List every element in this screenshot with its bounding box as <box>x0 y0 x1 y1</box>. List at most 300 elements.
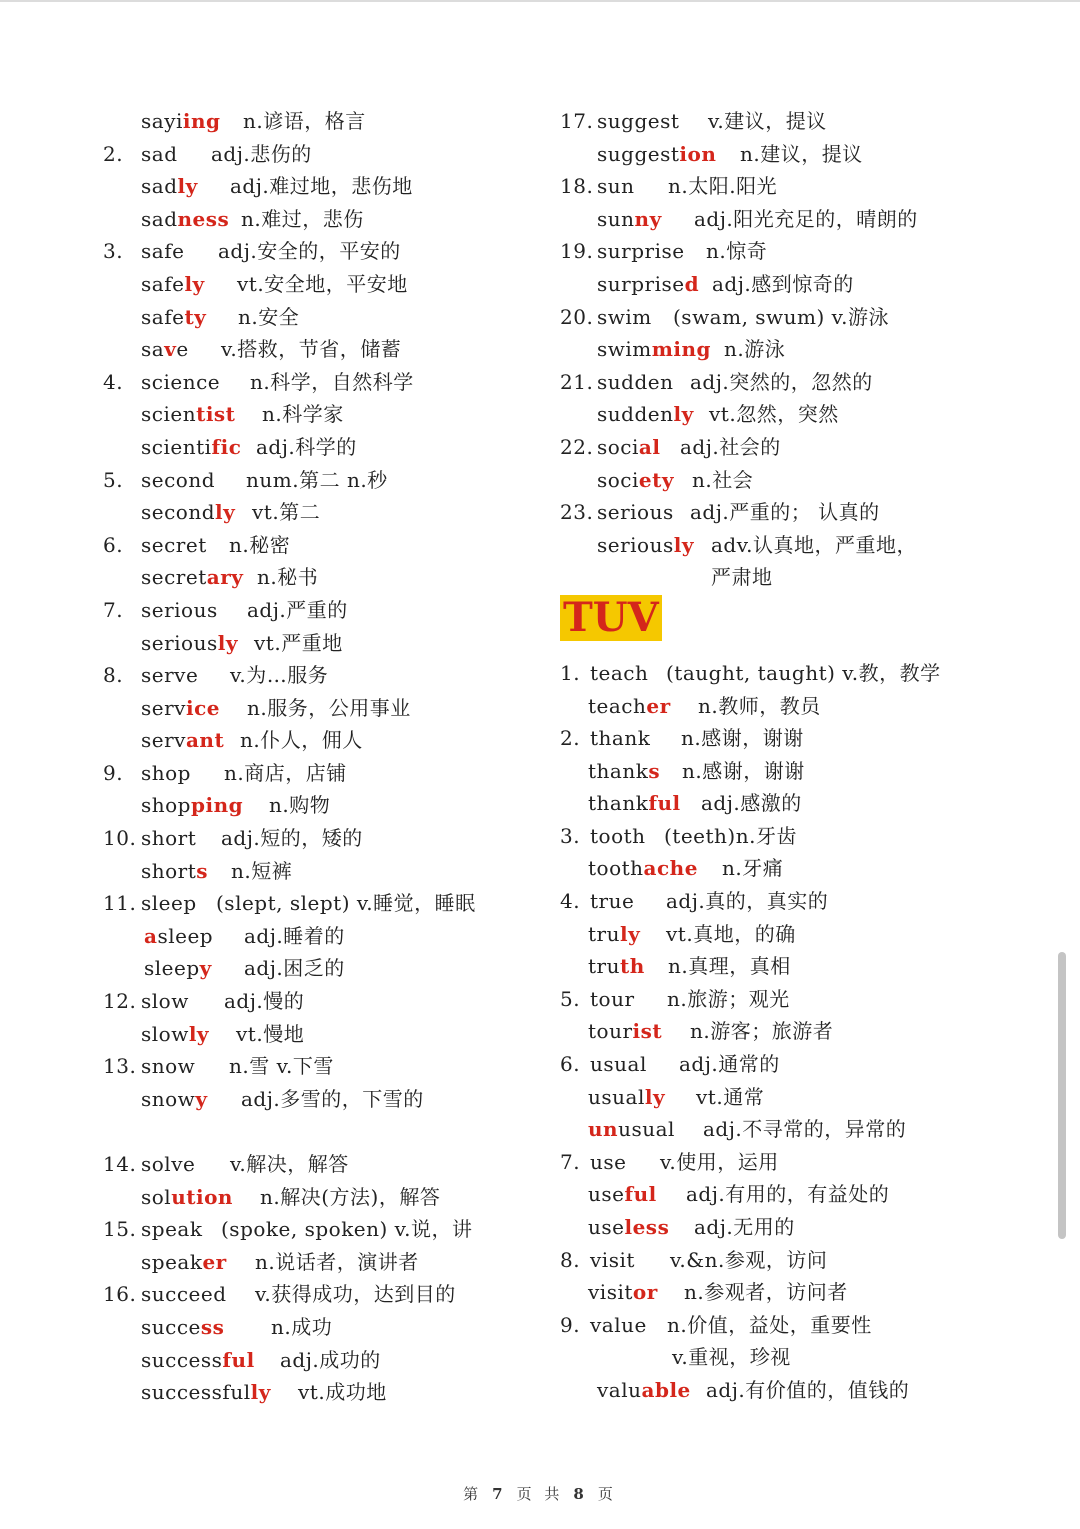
entry-word <box>597 464 674 497</box>
entry-number: 11. <box>103 891 137 916</box>
entry-definition: (spoke, spoken) v.说，讲 <box>221 1217 473 1242</box>
entry-word <box>141 724 224 757</box>
vocab-entry <box>103 203 553 236</box>
word-stem: sad <box>141 206 178 231</box>
word-stem: scienti <box>141 434 212 459</box>
word-stem: usual <box>618 1117 675 1142</box>
entry-word <box>597 268 699 301</box>
entry-definition: v.建议，提议 <box>708 109 827 133</box>
word-affix-highlight: un <box>588 1117 619 1142</box>
entry-definition: n.牙痛 <box>722 856 784 881</box>
word-stem: short <box>141 826 197 851</box>
vocab-entry <box>560 1244 1060 1277</box>
entry-number: 7. <box>560 1149 581 1174</box>
word-stem: true <box>590 889 635 914</box>
entry-definition: num.第二 n.秒 <box>246 467 388 492</box>
word-stem: use <box>588 1182 625 1207</box>
vocab-entry <box>103 235 553 268</box>
vocab-entry <box>103 105 553 138</box>
word-affix-highlight: y <box>195 1086 208 1111</box>
word-affix-highlight: ant <box>185 728 225 753</box>
word-stem: successful <box>141 1380 251 1405</box>
entry-definition: n.感谢，谢谢 <box>682 758 805 783</box>
entry-word <box>590 722 650 755</box>
word-stem: scien <box>141 402 197 427</box>
entry-word <box>597 366 673 399</box>
vocab-entry <box>560 235 1060 268</box>
vocab-entry <box>103 1148 553 1181</box>
word-affix-highlight: v <box>164 337 177 362</box>
entry-word <box>597 1374 691 1407</box>
entry-number: 4. <box>560 889 581 914</box>
word-stem: sudden <box>597 369 674 394</box>
vocab-entry <box>103 1213 553 1246</box>
s-words-continued <box>560 105 1060 594</box>
entry-number: 8. <box>103 663 124 688</box>
vocab-entry <box>560 722 1060 755</box>
page-footer <box>0 1483 1080 1504</box>
footer-page-number: 7 <box>492 1485 507 1503</box>
vocab-entry <box>103 594 553 627</box>
entry-definition: (teeth)n.牙齿 <box>664 823 797 848</box>
entry-number: 3. <box>560 823 581 848</box>
entry-definition: vt.第二 <box>252 500 321 525</box>
entry-definition: adj.感到惊奇的 <box>712 271 854 296</box>
entry-word <box>141 1376 271 1409</box>
vocab-entry <box>560 690 1060 723</box>
footer-suffix: 页 <box>597 1485 617 1503</box>
entry-word <box>588 1081 665 1114</box>
vocab-entry <box>560 885 1060 918</box>
footer-middle: 页 共 <box>516 1485 564 1503</box>
right-column <box>560 105 1060 1407</box>
entry-number: 9. <box>103 760 124 785</box>
vocab-entry <box>103 301 553 334</box>
word-affix-highlight: ly <box>250 1380 271 1405</box>
vocab-entry <box>560 105 1060 138</box>
word-stem: slow <box>141 989 189 1014</box>
word-affix-highlight: ly <box>673 402 694 427</box>
entry-number: 2. <box>560 726 581 751</box>
word-stem: tour <box>590 986 635 1011</box>
entry-definition: adj.通常的 <box>679 1052 780 1077</box>
entry-definition: n.科学家 <box>262 402 344 427</box>
vocab-entry <box>103 627 553 660</box>
entry-word <box>597 333 711 366</box>
word-stem: tooth <box>590 823 646 848</box>
word-stem: safe <box>141 271 185 296</box>
word-affix-highlight: ety <box>638 467 674 492</box>
entry-word <box>141 529 207 562</box>
word-affix-highlight: less <box>624 1215 670 1239</box>
word-stem: sad <box>141 174 178 199</box>
entry-definition: n.秘书 <box>257 565 319 590</box>
word-stem: sleep <box>141 891 197 916</box>
footer-total-pages: 8 <box>573 1485 588 1503</box>
vocab-entry <box>103 1050 553 1083</box>
entry-word <box>141 594 218 627</box>
entry-definition: n.购物 <box>269 793 331 818</box>
vocab-entry <box>103 985 553 1018</box>
vocab-entry <box>560 657 1060 690</box>
entry-number: 5. <box>560 986 581 1011</box>
word-stem: thank <box>588 791 649 816</box>
word-affix-highlight: ly <box>188 1021 210 1046</box>
entry-definition: n.解决(方法)，解答 <box>260 1184 441 1209</box>
entry-word <box>590 885 634 918</box>
entry-word <box>141 1018 209 1051</box>
vocab-entry <box>560 852 1060 885</box>
word-affix-highlight: ice <box>185 695 220 720</box>
word-stem: shop <box>141 793 191 818</box>
footer-prefix: 第 <box>463 1485 483 1503</box>
vocab-entry <box>103 1246 553 1279</box>
word-stem: second <box>141 500 216 525</box>
entry-word <box>141 1148 195 1181</box>
vocab-entry <box>560 496 1060 529</box>
entry-definition: adj.有价值的，值钱的 <box>706 1377 910 1402</box>
entry-number: 19. <box>560 239 594 264</box>
entry-definition: vt.成功地 <box>298 1380 387 1405</box>
entry-number: 4. <box>103 369 124 394</box>
entry-word <box>141 659 198 692</box>
word-affix-highlight: s <box>648 758 661 783</box>
word-stem: use <box>590 1149 627 1174</box>
entry-definition: 严肃地 <box>711 565 773 590</box>
word-affix-highlight: tist <box>196 402 236 427</box>
entry-definition: adj.难过地，悲伤地 <box>230 174 413 199</box>
vocab-entry <box>560 464 1060 497</box>
entry-definition: n.社会 <box>692 467 754 492</box>
word-affix-highlight: s <box>196 858 209 883</box>
entry-word <box>141 235 184 268</box>
entry-word <box>588 918 640 951</box>
vocab-entry <box>560 170 1060 203</box>
vocab-entry <box>560 1276 1060 1309</box>
word-stem: soci <box>597 434 639 459</box>
entry-definition: adj.严重的 <box>247 597 348 622</box>
word-stem: valu <box>597 1377 642 1402</box>
entry-word <box>588 852 698 885</box>
vocab-entry <box>103 952 553 985</box>
entry-number: 20. <box>560 304 594 329</box>
entry-word <box>141 757 191 790</box>
word-affix-highlight: ly <box>215 500 236 525</box>
word-affix-highlight: ly <box>619 921 641 946</box>
vocab-entry <box>560 1211 1060 1244</box>
word-affix-highlight: ache <box>643 856 698 881</box>
entry-definition: n.参观者，访问者 <box>684 1280 848 1305</box>
word-stem: sudden <box>597 402 674 427</box>
entry-definition: n.说话者，演讲者 <box>255 1249 419 1274</box>
entry-definition: adj.睡着的 <box>244 923 345 948</box>
word-stem: swim <box>597 337 652 362</box>
entry-definition: adj.不寻常的，异常的 <box>703 1117 907 1142</box>
entry-word <box>588 1113 675 1146</box>
vocab-entry <box>103 855 553 888</box>
word-stem: e <box>176 337 189 362</box>
word-stem: visit <box>588 1280 633 1305</box>
entry-definition: (taught, taught) v.教，教学 <box>666 660 941 685</box>
entry-word <box>141 627 238 660</box>
entry-definition: adj.短的，矮的 <box>221 826 363 851</box>
vocab-entry <box>560 203 1060 236</box>
word-affix-highlight: or <box>632 1280 658 1305</box>
word-stem: speak <box>141 1217 203 1242</box>
vocab-entry <box>560 755 1060 788</box>
word-stem: serv <box>141 728 186 753</box>
word-affix-highlight: a <box>144 923 158 948</box>
tuv-words <box>560 657 1060 1407</box>
word-affix-highlight: ty <box>184 304 207 329</box>
word-affix-highlight: ful <box>648 791 681 816</box>
vocab-entry <box>103 1344 553 1377</box>
word-stem: snow <box>141 1054 196 1079</box>
vocab-entry <box>560 1081 1060 1114</box>
vocab-entry <box>560 1113 1060 1146</box>
word-stem: sol <box>141 1184 172 1209</box>
word-stem: serious <box>597 532 674 557</box>
word-stem: teach <box>590 660 649 685</box>
word-stem: sun <box>597 174 635 199</box>
entry-definition: n.秘密 <box>229 532 291 557</box>
vocab-entry <box>560 950 1060 983</box>
word-stem: success <box>141 1347 223 1372</box>
entry-word <box>590 657 648 690</box>
word-stem: sa <box>141 337 165 362</box>
entry-word <box>141 301 206 334</box>
entry-word <box>590 983 635 1016</box>
entry-definition: n.难过，悲伤 <box>241 206 364 231</box>
entry-definition: vt.慢地 <box>236 1021 305 1046</box>
word-stem: slow <box>141 1021 189 1046</box>
vocab-entry <box>560 1374 1060 1407</box>
vocab-entry <box>560 983 1060 1016</box>
word-stem: serve <box>141 663 199 688</box>
word-stem: science <box>141 369 221 394</box>
entry-definition: adj.阳光充足的，晴朗的 <box>694 206 918 231</box>
word-stem: safe <box>141 304 185 329</box>
word-stem: value <box>590 1312 647 1337</box>
entry-word <box>597 170 635 203</box>
entry-definition: n.服务，公用事业 <box>247 695 411 720</box>
word-stem: usual <box>588 1084 645 1109</box>
entry-number: 17. <box>560 109 594 133</box>
top-border <box>0 0 1080 2</box>
vocab-entry <box>103 724 553 757</box>
word-stem: snow <box>141 1086 196 1111</box>
word-affix-highlight: ss <box>200 1314 225 1339</box>
entry-word <box>141 268 205 301</box>
entry-number: 12. <box>103 989 137 1014</box>
entry-number: 23. <box>560 500 594 525</box>
entry-number: 21. <box>560 369 594 394</box>
entry-definition: adj.安全的，平安的 <box>218 239 401 264</box>
word-stem: swim <box>597 304 652 329</box>
vocab-entry <box>560 820 1060 853</box>
word-affix-highlight: y <box>199 956 212 981</box>
vocab-entry <box>103 464 553 497</box>
vocab-entry <box>103 1311 553 1344</box>
word-stem: serious <box>141 630 218 655</box>
word-stem: tour <box>588 1019 633 1044</box>
entry-definition: v.使用，运用 <box>660 1149 779 1174</box>
word-stem: sun <box>597 206 635 231</box>
entry-definition: vt.忽然，突然 <box>709 402 839 427</box>
entry-number: 8. <box>560 1247 581 1272</box>
entry-word <box>597 203 662 236</box>
entry-number: 1. <box>560 660 581 685</box>
entry-word <box>588 1211 669 1244</box>
entry-word <box>597 529 694 562</box>
entry-word <box>590 1048 647 1081</box>
vocab-entry <box>103 1018 553 1051</box>
word-stem: shop <box>141 760 191 785</box>
entry-number: 13. <box>103 1054 137 1079</box>
entry-number: 2. <box>103 141 124 166</box>
entry-number: 18. <box>560 174 594 199</box>
word-affix-highlight: ary <box>206 565 244 590</box>
word-stem: soci <box>597 467 639 492</box>
entry-word <box>588 1178 657 1211</box>
word-stem: surprise <box>597 239 685 264</box>
entry-definition: adj.多雪的，下雪的 <box>241 1086 424 1111</box>
vocab-entry <box>560 561 1060 594</box>
entry-word <box>141 496 235 529</box>
word-stem: short <box>141 858 197 883</box>
entry-word <box>597 301 652 334</box>
entry-definition: n.短裤 <box>231 858 293 883</box>
entry-definition: adj.科学的 <box>256 434 357 459</box>
entry-word <box>141 431 241 464</box>
entry-definition: adj.严重的； 认真的 <box>690 500 880 525</box>
entry-definition: n.感谢，谢谢 <box>681 726 804 751</box>
entry-definition: n.建议，提议 <box>740 141 863 166</box>
vocab-entry <box>560 301 1060 334</box>
vocab-entry <box>103 333 553 366</box>
entry-word <box>597 105 679 138</box>
entry-word <box>588 1276 658 1309</box>
vocab-entry <box>560 333 1060 366</box>
entry-definition: n.旅游；观光 <box>667 986 790 1011</box>
word-affix-highlight: fic <box>211 434 242 459</box>
word-affix-highlight: ly <box>673 532 694 557</box>
word-stem: succeed <box>141 1282 227 1307</box>
entry-definition: n.真理，真相 <box>668 954 791 979</box>
entry-definition: n.游泳 <box>724 337 786 362</box>
vocab-entry <box>560 787 1060 820</box>
word-stem: suggest <box>597 141 680 166</box>
entry-word <box>144 920 213 953</box>
entry-number: 7. <box>103 597 124 622</box>
entry-word <box>141 398 235 431</box>
entry-word <box>141 203 229 236</box>
vocab-entry <box>103 170 553 203</box>
word-stem: tru <box>588 921 620 946</box>
entry-word <box>597 235 685 268</box>
entry-number: 16. <box>103 1282 137 1307</box>
entry-definition: n.惊奇 <box>706 239 768 264</box>
word-stem: thank <box>588 758 649 783</box>
word-stem: sayi <box>141 109 183 133</box>
entry-number: 15. <box>103 1217 137 1242</box>
entry-number: 6. <box>103 532 124 557</box>
word-stem: tru <box>588 954 620 979</box>
word-stem: usual <box>590 1052 647 1077</box>
word-stem: thank <box>590 726 651 751</box>
entry-word <box>141 692 220 725</box>
entry-number: 6. <box>560 1052 581 1077</box>
word-affix-highlight: er <box>202 1249 227 1274</box>
entry-definition: vt.真地，的确 <box>666 921 796 946</box>
word-affix-highlight: ly <box>644 1084 666 1109</box>
entry-definition: n.游客；旅游者 <box>690 1019 834 1044</box>
entry-word <box>597 496 674 529</box>
entry-definition: n.商店，店铺 <box>224 760 347 785</box>
entry-word <box>590 820 646 853</box>
word-affix-highlight: ful <box>624 1182 657 1207</box>
entry-word <box>588 755 660 788</box>
vocab-entry <box>103 1376 553 1409</box>
entry-word <box>141 1311 224 1344</box>
entry-word <box>141 561 243 594</box>
entry-word <box>144 952 212 985</box>
entry-definition: (swam, swum) v.游泳 <box>673 304 889 329</box>
entry-definition: (slept, slept) v.睡觉，睡眠 <box>216 891 476 916</box>
entry-word <box>141 985 189 1018</box>
entry-definition: adj.无用的 <box>694 1215 795 1239</box>
entry-definition: n.教师，教员 <box>698 693 821 718</box>
vocab-entry <box>103 692 553 725</box>
word-stem: safe <box>141 239 185 264</box>
entry-word <box>141 170 198 203</box>
word-stem: suggest <box>597 109 680 133</box>
vocab-entry <box>103 789 553 822</box>
entry-word <box>141 1050 195 1083</box>
vocab-entry <box>560 1015 1060 1048</box>
word-stem: serv <box>141 695 186 720</box>
left-column <box>103 105 553 1409</box>
vocab-entry <box>560 366 1060 399</box>
entry-definition: n.成功 <box>271 1314 333 1339</box>
word-affix-highlight: er <box>646 693 671 718</box>
word-affix-highlight: ution <box>171 1184 233 1209</box>
entry-definition: n.仆人，佣人 <box>240 728 363 753</box>
vocab-entry <box>103 920 553 953</box>
word-stem: sad <box>141 141 178 166</box>
entry-word <box>141 1278 227 1311</box>
entry-word <box>141 1213 202 1246</box>
vocab-entry <box>103 561 553 594</box>
entry-number: 10. <box>103 826 137 851</box>
entry-word <box>141 333 189 366</box>
entry-definition: vt.安全地，平安地 <box>237 271 408 296</box>
scrollbar-thumb[interactable] <box>1058 952 1066 1239</box>
entry-word <box>141 138 178 171</box>
word-affix-highlight: th <box>619 954 645 979</box>
entry-word <box>590 1244 635 1277</box>
vocab-entry <box>103 398 553 431</box>
entry-definition: n.太阳.阳光 <box>668 174 778 199</box>
section-heading-tuv: TUV <box>560 595 662 641</box>
vocab-entry <box>103 366 553 399</box>
entry-definition: adj.成功的 <box>280 1347 381 1372</box>
entry-definition: v.搭救，节省，储蓄 <box>221 337 402 362</box>
entry-word <box>141 1083 207 1116</box>
word-stem: speak <box>141 1249 203 1274</box>
vocab-entry <box>560 138 1060 171</box>
entry-definition: v.获得成功，达到目的 <box>255 1282 456 1307</box>
